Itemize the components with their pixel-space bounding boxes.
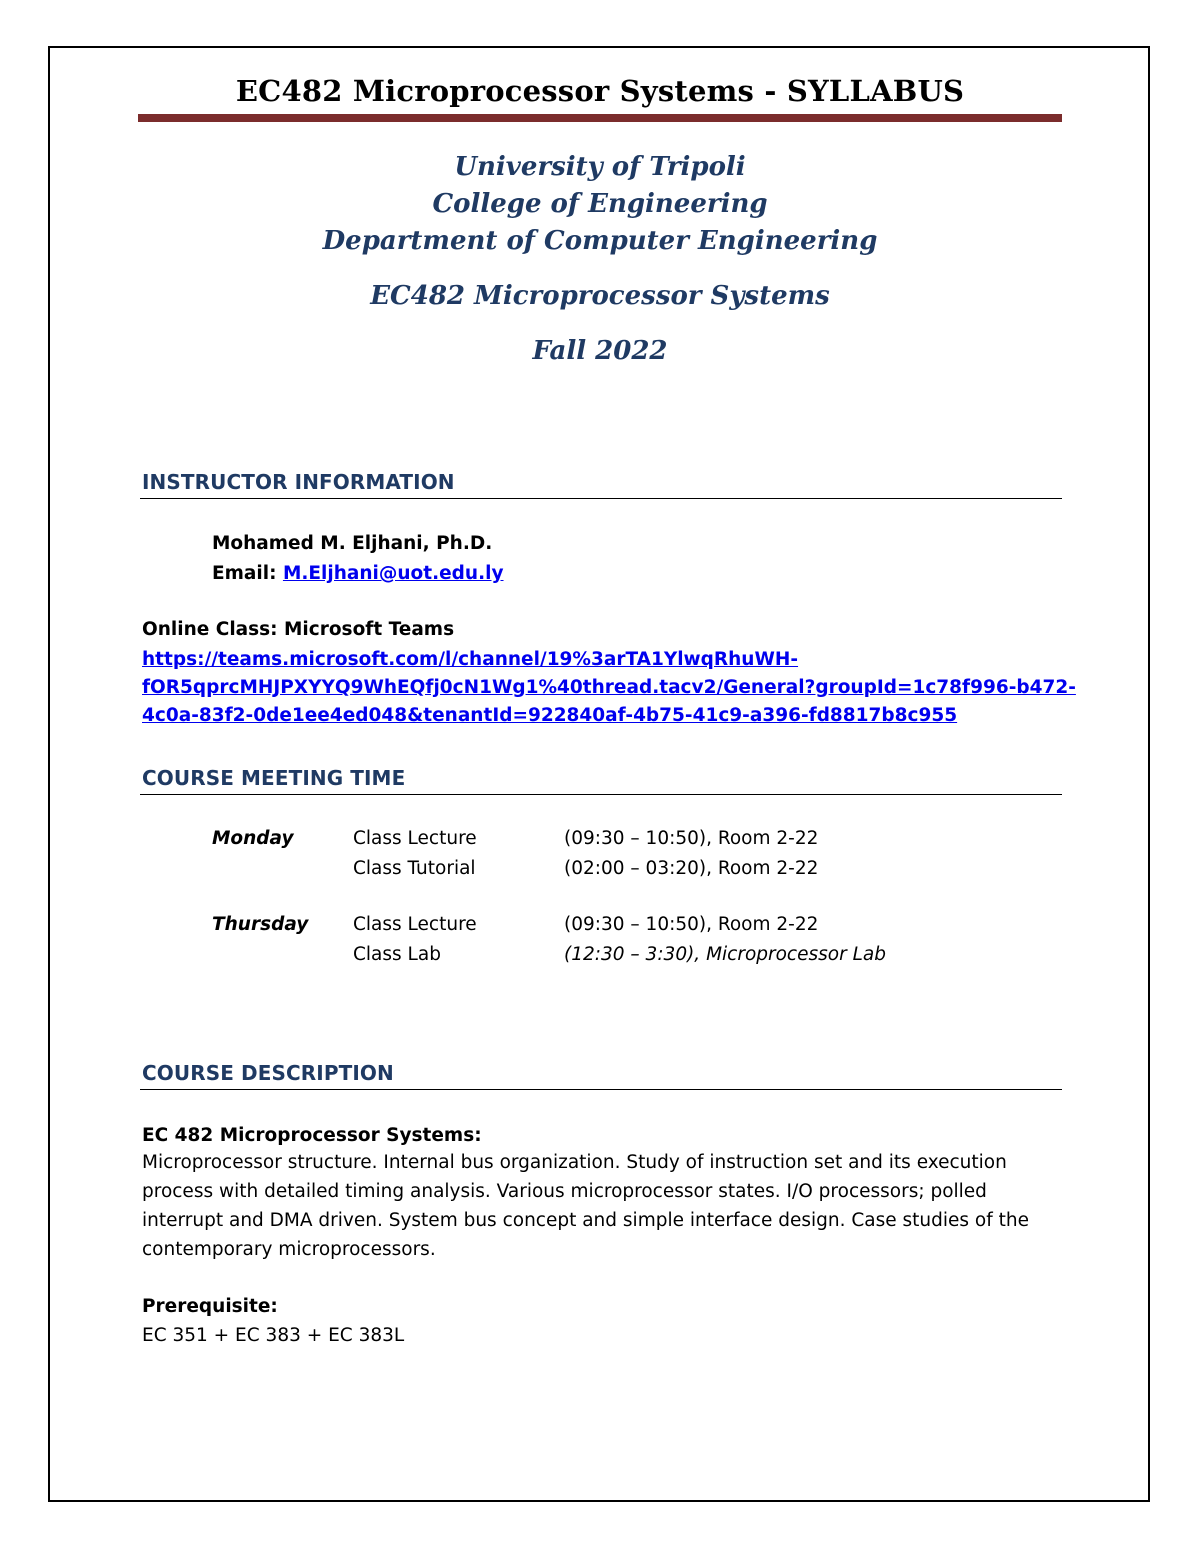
day-label: Thursday xyxy=(212,914,309,935)
description-line: process with detailed timing analysis. Various microprocessor states. I/O processors; polled xyxy=(142,1181,987,1202)
section-title-instructor: INSTRUCTOR INFORMATION xyxy=(142,470,455,494)
day-label: Monday xyxy=(212,828,294,849)
session-type: Class Lab xyxy=(353,944,441,965)
email-row xyxy=(212,563,504,584)
title-divider xyxy=(138,114,1062,122)
teams-link-part-2[interactable]: fOR5qprcMHJPXYYQ9WhEQfj0cN1Wg1%40thread.tacv2/General?groupId=1c78f996-b472- xyxy=(142,677,1076,698)
department-name: Department of Computer Engineering xyxy=(322,226,878,256)
teams-link-line[interactable] xyxy=(142,649,798,670)
instructor-name: Mohamed M. Eljhani, Ph.D. xyxy=(212,533,493,554)
description-line: interrupt and DMA driven. System bus concept and simple interface design. Case studies of the xyxy=(142,1210,1030,1231)
description-line: Microprocessor structure. Internal bus organization. Study of instruction set and its execution xyxy=(142,1152,1007,1173)
session-time: (12:30 – 3:30), Microprocessor Lab xyxy=(564,944,886,965)
teams-link-line[interactable] xyxy=(142,677,1076,698)
session-type: Class Lecture xyxy=(353,914,477,935)
course-description-heading: EC 482 Microprocessor Systems: xyxy=(142,1125,482,1146)
section-divider xyxy=(140,1089,1062,1090)
description-line: contemporary microprocessors. xyxy=(142,1239,436,1260)
teams-link-part-3[interactable]: 4c0a-83f2-0de1ee4ed048&tenantId=922840af-4b75-41c9-a396-fd8817b8c955 xyxy=(142,705,958,726)
teams-link-line[interactable] xyxy=(142,705,957,726)
prerequisite-value: EC 351 + EC 383 + EC 383L xyxy=(142,1325,405,1346)
session-time: (09:30 – 10:50), Room 2-22 xyxy=(564,914,819,935)
teams-link-part-1[interactable]: https://teams.microsoft.com/l/channel/19%3arTA1YlwqRhuWH- xyxy=(142,649,799,670)
email-label: Email: xyxy=(212,563,277,584)
session-time: (09:30 – 10:50), Room 2-22 xyxy=(564,828,819,849)
session-type: Class Tutorial xyxy=(353,858,476,879)
university-name: University of Tripoli xyxy=(454,152,746,182)
term-name: Fall 2022 xyxy=(532,336,668,366)
document-title: EC482 Microprocessor Systems - SYLLABUS xyxy=(235,74,965,108)
section-divider xyxy=(140,498,1062,499)
email-link[interactable]: M.Eljhani@uot.edu.ly xyxy=(282,563,504,584)
session-type: Class Lecture xyxy=(353,828,477,849)
section-title-meeting: COURSE MEETING TIME xyxy=(142,766,406,790)
section-title-description: COURSE DESCRIPTION xyxy=(142,1061,394,1085)
prerequisite-label: Prerequisite: xyxy=(142,1296,278,1317)
college-name: College of Engineering xyxy=(432,189,768,219)
section-divider xyxy=(140,794,1062,795)
course-name: EC482 Microprocessor Systems xyxy=(370,281,830,311)
session-time: (02:00 – 03:20), Room 2-22 xyxy=(564,858,819,879)
online-class-label: Online Class: Microsoft Teams xyxy=(142,619,455,640)
